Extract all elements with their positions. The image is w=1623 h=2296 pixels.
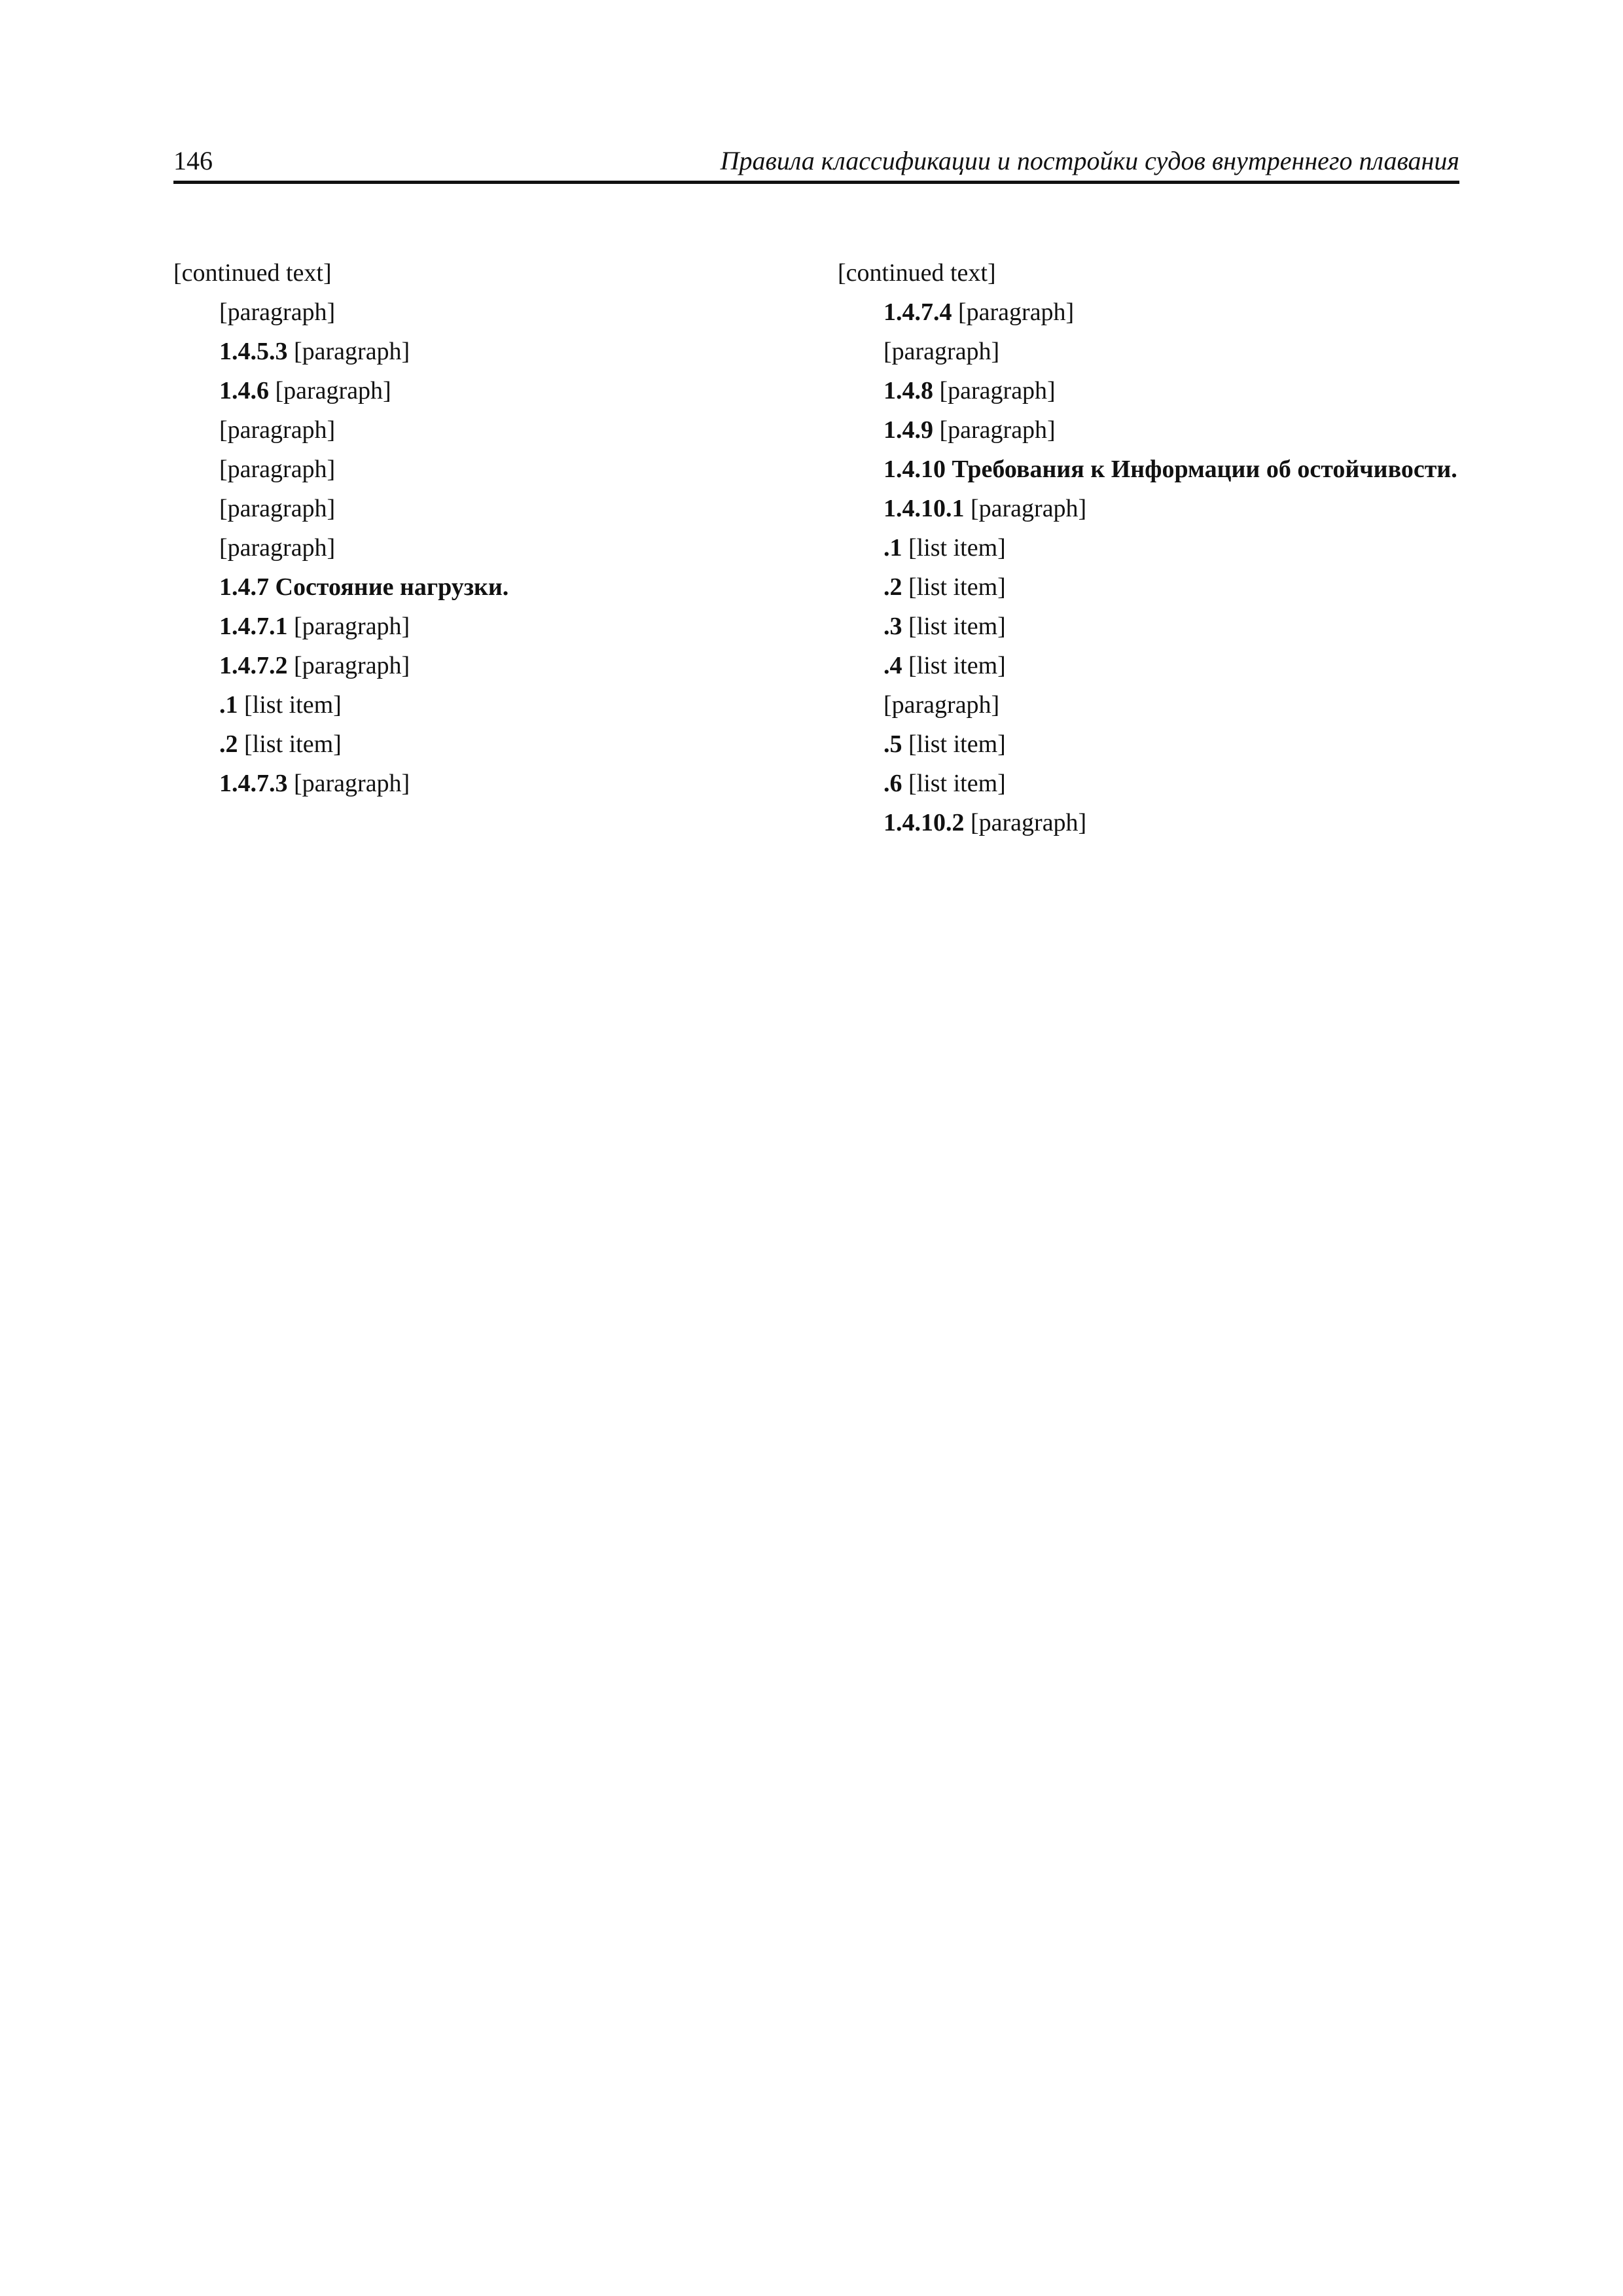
left-column-paragraph bbox=[173, 335, 795, 368]
paragraph-text: [continued text] bbox=[838, 259, 996, 287]
right-column-paragraph bbox=[838, 728, 1459, 761]
clause-number: 1.4.9 bbox=[883, 416, 933, 444]
left-column-paragraph bbox=[173, 374, 795, 407]
clause-number: .1 bbox=[883, 534, 902, 562]
paragraph-text: [list item] bbox=[238, 730, 342, 758]
clause-number: 1.4.7.4 bbox=[883, 298, 952, 326]
right-column-paragraph bbox=[838, 689, 1459, 721]
page-number: 146 bbox=[173, 146, 213, 175]
paragraph-text: [paragraph] bbox=[219, 456, 336, 483]
left-column-paragraph bbox=[173, 414, 795, 446]
clause-number: 1.4.10 Требования к Информации об остойчивости. bbox=[883, 456, 1457, 483]
left-column-paragraph bbox=[173, 689, 795, 721]
left-column-paragraph bbox=[173, 531, 795, 564]
paragraph-text: [paragraph] bbox=[883, 338, 1000, 365]
right-column-paragraph bbox=[838, 414, 1459, 446]
right-column-paragraph bbox=[838, 610, 1459, 643]
left-column-paragraph bbox=[173, 767, 795, 800]
clause-number: .4 bbox=[883, 652, 902, 679]
clause-number: 1.4.10.1 bbox=[883, 495, 965, 522]
clause-number: .5 bbox=[883, 730, 902, 758]
left-column-paragraph bbox=[173, 257, 795, 289]
paragraph-text: [paragraph] bbox=[952, 298, 1075, 326]
left-column bbox=[173, 257, 795, 806]
paragraph-text: [paragraph] bbox=[287, 613, 410, 640]
paragraph-text: [list item] bbox=[902, 534, 1006, 562]
paragraph-text: [paragraph] bbox=[219, 416, 336, 444]
clause-number: .3 bbox=[883, 613, 902, 640]
paragraph-text: [paragraph] bbox=[964, 495, 1087, 522]
clause-number: .6 bbox=[883, 770, 902, 797]
clause-number: .2 bbox=[883, 573, 902, 601]
paragraph-text: [paragraph] bbox=[933, 377, 1056, 404]
right-column-paragraph bbox=[838, 296, 1459, 329]
right-column-paragraph bbox=[838, 649, 1459, 682]
clause-number: 1.4.5.3 bbox=[219, 338, 288, 365]
left-column-paragraph bbox=[173, 610, 795, 643]
right-column-paragraph bbox=[838, 531, 1459, 564]
paragraph-text: [paragraph] bbox=[883, 691, 1000, 719]
right-column-paragraph bbox=[838, 767, 1459, 800]
clause-number: .2 bbox=[219, 730, 238, 758]
clause-number: 1.4.8 bbox=[883, 377, 933, 404]
paragraph-text: [paragraph] bbox=[269, 377, 391, 404]
clause-number: .1 bbox=[219, 691, 238, 719]
paragraph-text: [list item] bbox=[902, 652, 1006, 679]
right-column-paragraph bbox=[838, 571, 1459, 603]
paragraph-text: [paragraph] bbox=[933, 416, 1056, 444]
paragraph-text: [paragraph] bbox=[964, 809, 1087, 836]
right-column-paragraph bbox=[838, 374, 1459, 407]
left-column-paragraph bbox=[173, 649, 795, 682]
clause-number: 1.4.7.1 bbox=[219, 613, 288, 640]
paragraph-text: [list item] bbox=[902, 573, 1006, 601]
clause-number: 1.4.7.3 bbox=[219, 770, 288, 797]
right-column-paragraph bbox=[838, 492, 1459, 525]
left-column-paragraph bbox=[173, 492, 795, 525]
running-title: Правила классификации и постройки судов внутреннего плавания bbox=[720, 146, 1459, 175]
paragraph-text: [paragraph] bbox=[287, 770, 410, 797]
left-column-paragraph bbox=[173, 296, 795, 329]
clause-number: 1.4.7 Состояние нагрузки. bbox=[219, 573, 509, 601]
right-column bbox=[838, 257, 1459, 846]
clause-number: 1.4.6 bbox=[219, 377, 269, 404]
header-rule bbox=[173, 181, 1459, 184]
left-column-paragraph bbox=[173, 453, 795, 486]
paragraph-text: [list item] bbox=[238, 691, 342, 719]
paragraph-text: [paragraph] bbox=[219, 298, 336, 326]
paragraph-text: [list item] bbox=[902, 770, 1006, 797]
clause-number: 1.4.10.2 bbox=[883, 809, 965, 836]
paragraph-text: [list item] bbox=[902, 613, 1006, 640]
left-column-paragraph bbox=[173, 571, 795, 603]
right-column-paragraph bbox=[838, 257, 1459, 289]
paragraph-text: [continued text] bbox=[173, 259, 332, 287]
paragraph-text: [paragraph] bbox=[287, 338, 410, 365]
paragraph-text: [list item] bbox=[902, 730, 1006, 758]
paragraph-text: [paragraph] bbox=[219, 495, 336, 522]
right-column-paragraph bbox=[838, 453, 1459, 486]
left-column-paragraph bbox=[173, 728, 795, 761]
clause-number: 1.4.7.2 bbox=[219, 652, 288, 679]
right-column-paragraph bbox=[838, 335, 1459, 368]
right-column-paragraph bbox=[838, 806, 1459, 839]
paragraph-text: [paragraph] bbox=[219, 534, 336, 562]
paragraph-text: [paragraph] bbox=[287, 652, 410, 679]
